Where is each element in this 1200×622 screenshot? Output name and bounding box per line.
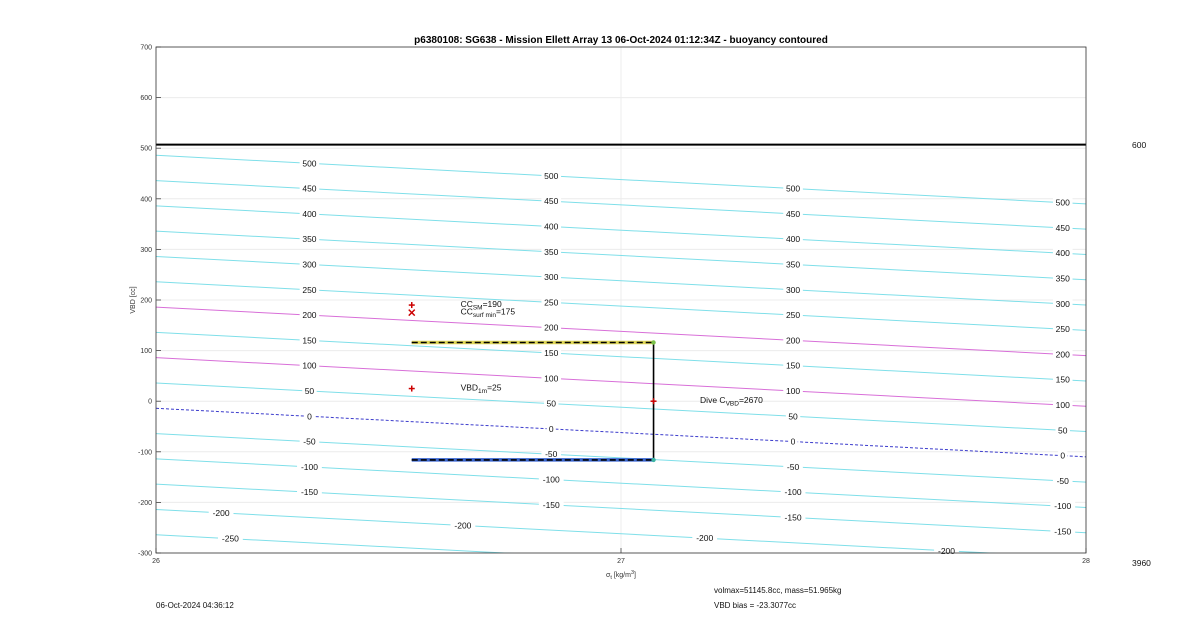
contour-label: 50 [304, 385, 315, 396]
y-tick-label: 200 [140, 297, 152, 305]
contour-label: 100 [1055, 400, 1070, 411]
contour-label: 200 [785, 335, 801, 346]
contour-label: 0 [790, 436, 796, 447]
contour-label: -50 [786, 461, 800, 472]
y-tick-label: -200 [137, 499, 152, 507]
contour-label: 400 [302, 208, 317, 219]
plot-area [138, 45, 1090, 584]
dive-corner-dot [651, 340, 655, 344]
contour-label: -150 [1054, 526, 1072, 537]
contour-label: 50 [788, 411, 798, 422]
y-tick-label: 500 [140, 145, 152, 153]
contour-label: 300 [302, 259, 317, 270]
footer-timestamp: 06-Oct-2024 04:36:12 [156, 601, 234, 610]
contour-label: -50 [545, 449, 558, 460]
contour-label: -150 [300, 487, 318, 498]
y-tick-label: 400 [140, 196, 152, 204]
contour-label: 500 [544, 170, 559, 181]
contour-label: 50 [546, 398, 556, 409]
contour-label: -200 [454, 520, 472, 531]
hline-right-label: 600 [1132, 140, 1147, 150]
x-tick-label: 28 [1082, 558, 1090, 565]
contour-label: 150 [302, 335, 317, 346]
contour-label: 0 [307, 411, 312, 422]
annotation-ccsurf: $CC_{surf min}=175$ [460, 306, 516, 320]
y-axis-label: VBD [cc] [130, 286, 137, 314]
contour-label: 350 [544, 246, 559, 257]
contour-label: 250 [302, 284, 317, 295]
contour-label: 400 [785, 234, 801, 245]
contour-label: 250 [544, 297, 559, 308]
annotation-vbd1m: $VBD_{1m}=25$ [460, 382, 502, 396]
contour-label: 300 [785, 284, 801, 295]
contour-label: -100 [300, 461, 318, 472]
y-tick-label: 300 [140, 246, 152, 254]
contour-label: 0 [548, 423, 554, 434]
y-tick-label: -300 [137, 550, 152, 558]
contour-label: -100 [784, 487, 802, 498]
contour-label: -150 [542, 499, 560, 510]
contour-label: 350 [1055, 273, 1070, 284]
contour-label: 150 [1055, 374, 1070, 385]
contour-label: -200 [212, 507, 230, 518]
contour-label: 350 [302, 234, 317, 245]
contour-label: 200 [544, 322, 559, 333]
contour-label: -250 [221, 533, 239, 544]
contour-label: 350 [785, 259, 801, 270]
y-tick-label: -100 [137, 449, 152, 457]
contour-label: 100 [302, 360, 317, 371]
y-tick-label: 0 [148, 398, 152, 406]
contour-label: 400 [1055, 248, 1070, 259]
contour-label: 0 [1060, 450, 1066, 461]
contour-label: 300 [544, 272, 559, 283]
footer-vbd-bias: VBD bias = -23.3077cc [714, 601, 797, 610]
contour-label: 450 [544, 196, 559, 207]
contour-label: 150 [544, 348, 559, 359]
contour-label: 450 [1055, 222, 1070, 233]
contour-label: -50 [1056, 475, 1069, 486]
contour-label: -100 [542, 474, 560, 485]
contour-label: 100 [544, 373, 559, 384]
contour-label: 400 [544, 221, 559, 232]
contour-label: -200 [696, 533, 714, 544]
contour-label: 200 [1055, 349, 1070, 360]
annotation-divec: Dive $C_{VBD}=2670$ [700, 395, 763, 408]
x-axis-label: $\sigma_t$ $[kg/m^3]$ [606, 570, 636, 581]
contour-label: 250 [785, 310, 801, 321]
dive-corner-dot [651, 458, 655, 462]
footer-volmax: volmax=51145.8cc, mass=51.965kg [714, 586, 842, 595]
contour-label: -200 [937, 545, 956, 556]
contour-label: 150 [785, 360, 801, 371]
contour-label: -50 [303, 436, 316, 447]
contour-label: 250 [1055, 324, 1070, 335]
contour-label: 200 [302, 310, 317, 321]
contour-label: 100 [785, 385, 801, 396]
contour-label: 500 [785, 183, 801, 194]
y-tick-label: 100 [140, 348, 152, 356]
contour-label: -100 [1054, 501, 1072, 512]
contour-label: 300 [1055, 298, 1070, 309]
y-tick-label: 700 [140, 44, 152, 52]
contour-label: 450 [785, 208, 801, 219]
chart-title: p6380108: SG638 - Mission Ellett Array 13 06-Oct-2024 01:12:34Z - buoyancy contoured [414, 35, 828, 46]
x-tick-label: 26 [152, 558, 160, 565]
contour-label: -150 [784, 512, 802, 523]
contour-label: 500 [1055, 197, 1070, 208]
contour-label: 50 [1058, 425, 1068, 436]
bottom-right-label: 3960 [1132, 558, 1151, 568]
x-tick-label: 27 [617, 558, 625, 565]
annotation-ccsm: $CC_{SM}=190$ [460, 299, 502, 312]
y-tick-label: 600 [140, 95, 152, 103]
contour-label: 450 [302, 183, 317, 194]
contour-label: 500 [302, 158, 317, 169]
